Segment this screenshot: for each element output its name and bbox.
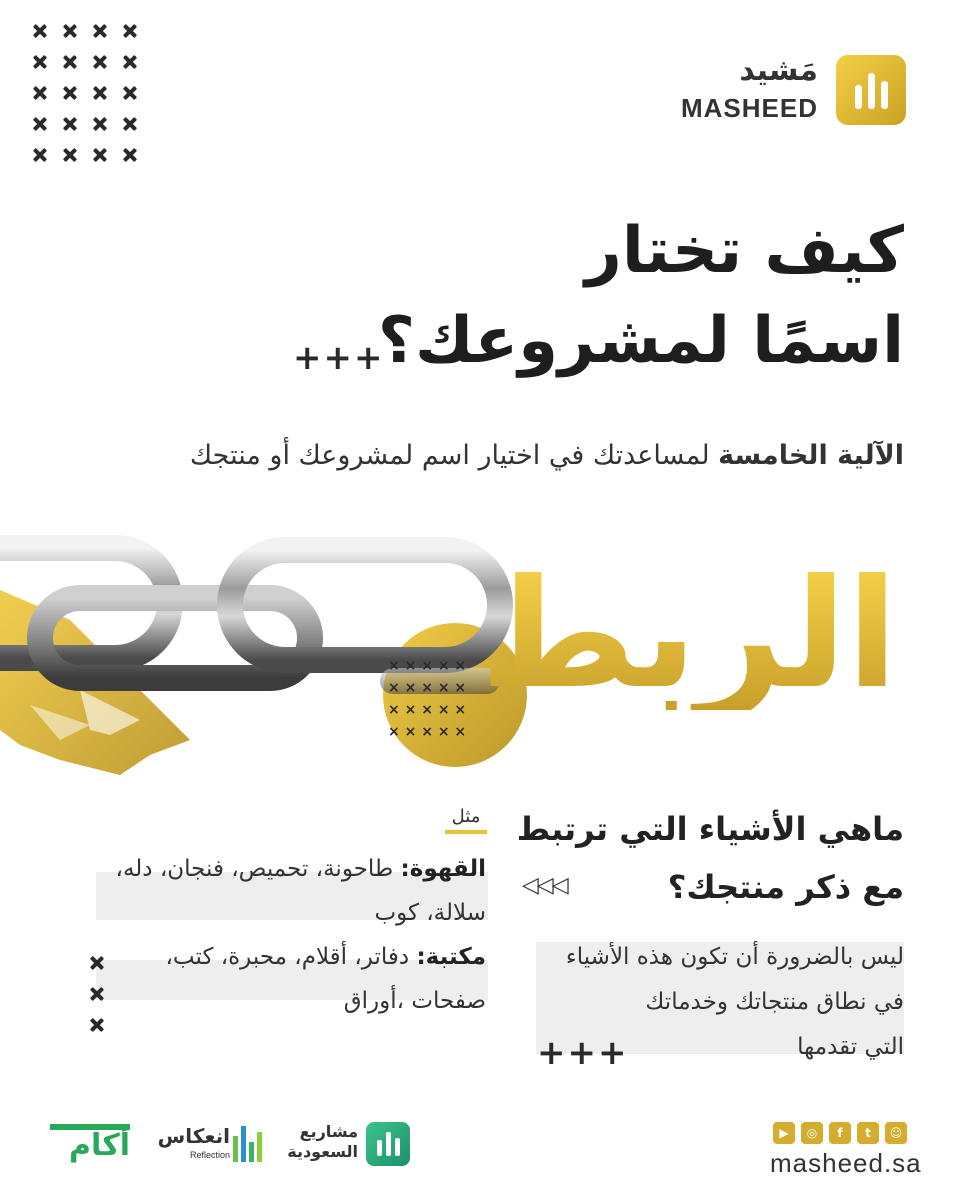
x-icon — [93, 148, 107, 162]
brand-logo — [680, 53, 906, 131]
masheed-logo-icon — [836, 55, 906, 125]
x-icon — [123, 55, 137, 69]
youtube-icon[interactable]: ▶ — [773, 1122, 795, 1144]
x-icon — [93, 86, 107, 100]
x-icon — [33, 117, 47, 131]
x-icon — [63, 148, 77, 162]
social-links — [773, 1122, 907, 1144]
partner-reflection-logo — [150, 1122, 262, 1172]
question-line1: ماهي الأشياء التي ترتبط — [516, 810, 904, 848]
page-title-line1: كيف تختار — [585, 214, 904, 288]
brand-name-ar: مَشيد — [739, 53, 818, 88]
twitter-icon[interactable]: t — [857, 1122, 879, 1144]
brand-name-en: MASHEED — [680, 93, 818, 123]
partner-saudi-projects-line1: مشاريع — [299, 1122, 358, 1141]
example-library-line2: صفحات ،أوراق — [343, 988, 486, 1014]
svg-text:× × × × ×: × × × × × — [388, 702, 467, 718]
x-pattern-decoration — [33, 24, 153, 179]
hero-word: الربط — [480, 548, 898, 722]
note-plus-decoration: +++ — [537, 1033, 629, 1073]
partner-saudi-projects-line2: السعودية — [287, 1142, 358, 1161]
x-icon — [123, 24, 137, 38]
x-icon — [63, 24, 77, 38]
example-coffee — [66, 847, 486, 1023]
x-icon — [33, 148, 47, 162]
x-icon — [90, 956, 104, 970]
x-icon — [93, 55, 107, 69]
partner-akam-logo: أكام — [50, 1124, 130, 1164]
x-icon — [93, 24, 107, 38]
partner-reflection-en: Reflection — [189, 1150, 230, 1160]
x-icon — [33, 86, 47, 100]
facebook-icon[interactable]: f — [829, 1122, 851, 1144]
x-icon — [90, 1018, 104, 1032]
example-library-title: مكتبة: — [416, 944, 486, 970]
subtitle-rest: لمساعدتك في اختيار اسم لمشروعك أو منتجك — [189, 440, 719, 471]
example-coffee-title: القهوة: — [400, 856, 486, 882]
x-column-decoration — [90, 956, 104, 1032]
x-icon — [63, 117, 77, 131]
x-icon — [33, 55, 47, 69]
svg-text:× × × × ×: × × × × × — [388, 680, 467, 696]
x-icon — [123, 148, 137, 162]
instagram-icon[interactable]: ◎ — [801, 1122, 823, 1144]
subtitle-bold: الآلية الخامسة — [718, 440, 904, 471]
x-icon — [63, 86, 77, 100]
saudi-projects-icon — [366, 1122, 410, 1166]
partner-reflection-name: انعكاس — [157, 1124, 230, 1148]
example-library-line1: مكتبة: دفاتر، أقلام، محبرة، كتب، — [165, 944, 486, 970]
example-coffee-line2: سلالة، كوب — [374, 900, 486, 926]
x-icon — [123, 86, 137, 100]
svg-text:× × × × ×: × × × × × — [388, 658, 467, 674]
note-line1: ليس بالضرورة أن تكون هذه الأشياء — [565, 944, 904, 970]
subtitle — [190, 440, 904, 471]
example-coffee-line1: القهوة: طاحونة، تحميص، فنجان، دله، — [115, 856, 486, 882]
snapchat-icon[interactable]: ☺ — [885, 1122, 907, 1144]
examples-label-wrap — [445, 806, 487, 834]
partner-saudi-projects-logo — [282, 1122, 410, 1168]
label-underline — [445, 830, 487, 834]
title-plus-decoration: +++ — [293, 338, 385, 378]
website-link[interactable]: masheed.sa — [770, 1148, 922, 1178]
x-icon — [93, 117, 107, 131]
reflection-bars-icon — [233, 1126, 262, 1162]
x-icon — [63, 55, 77, 69]
x-icon — [90, 987, 104, 1001]
note-line3: التي تقدمها — [797, 1034, 904, 1060]
question-line2: مع ذكر منتجك؟ — [667, 868, 904, 906]
note-line2: في نطاق منتجاتك وخدماتك — [645, 989, 904, 1015]
x-icon — [33, 24, 47, 38]
x-icon — [123, 117, 137, 131]
page-title-line2: اسمًا لمشروعك؟ — [377, 304, 904, 378]
arrows-decoration: ◁◁◁ — [522, 873, 567, 898]
chain-illustration — [0, 530, 560, 790]
svg-text:× × × × ×: × × × × × — [388, 724, 467, 740]
examples-label: مثل — [451, 806, 481, 827]
